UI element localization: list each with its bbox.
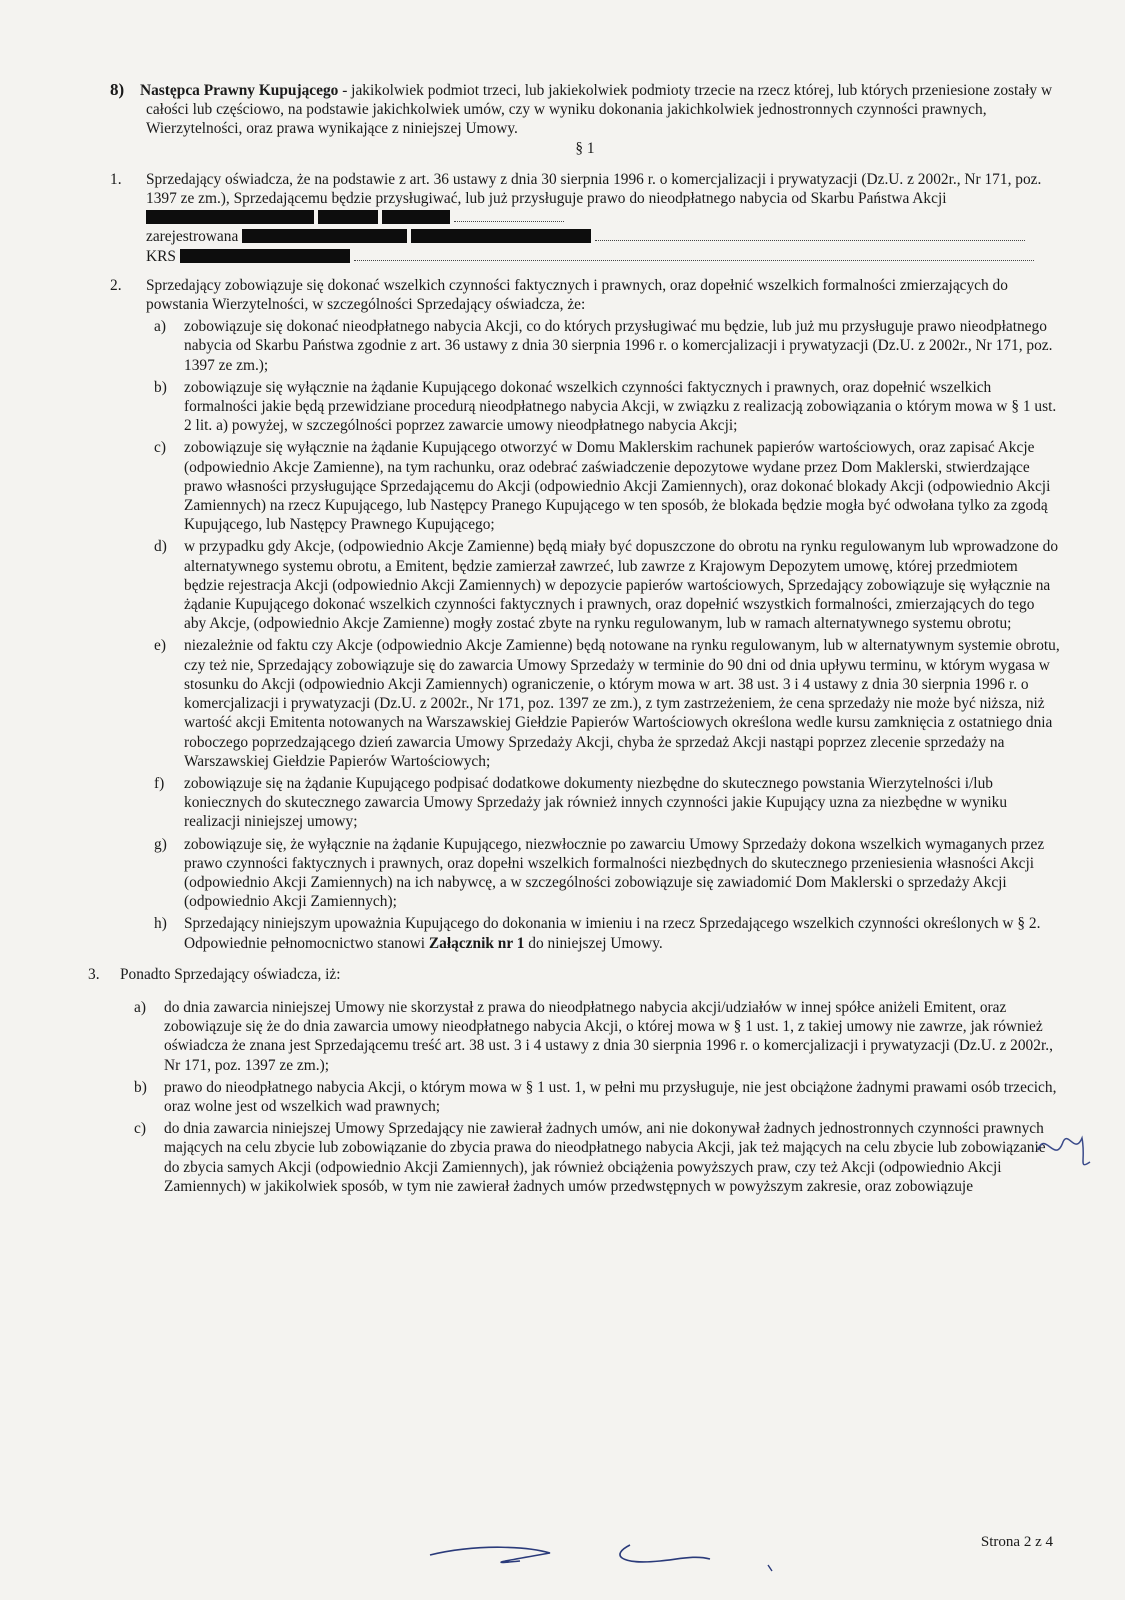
item-letter: f) — [154, 774, 165, 792]
point-2 — [110, 276, 1060, 953]
item-letter: c) — [154, 439, 166, 457]
item-text: niezależnie od faktu czy Akcje (odpowiednio Akcje Zamienne) będą notowane na rynku regulowanym, lub w alternatywnym systemie obrotu, czy też nie, Sprzedający zobowiązuje się do zawarcia Umowy Sprzedaży w terminie do 90 dni od dnia upływu terminu, w którym wygasa w stosunku do Akcji (odpowiednio Akcji Zamiennych) ograniczenie, o którym mowa w art. 38 ust. 3 i 4 ustawy z dnia 30 sierpnia 1996 r. o komercjalizacji i prywatyzacji (Dz.U. z 2002r., Nr 171, poz. 1397 ze zm.), z tym zastrzeżeniem, że cena sprzedaży nie może być niższa, niż wartość akcji Emitenta notowanych na Warszawskiej Giełdzie Papierów Wartościowych określona wedle kursu zamknięcia z ostatniego dnia roboczego poprzedzającego dzień zawarcia Umowy Sprzedaży Akcji, chyba że sprzedaż Akcji nastąpi poprzez zlecenie sprzedaży na Warszawskiej Giełdzie Papierów Wartościowych; — [184, 637, 1060, 770]
item-text: prawo do nieodpłatnego nabycia Akcji, o którym mowa w § 1 ust. 1, w pełni mu przysługuje, nie jest obciążone żadnymi prawami osób trzecich, oraz wolne jest od wszelkich wad prawnych; — [164, 1078, 1057, 1115]
item-text: Sprzedający niniejszym upoważnia Kupującego do dokonania w imieniu i na rzecz Sprzedającego wszelkich czynności określonych w § 2. Odpowiednie pełnomocnictwo stanowi — [184, 915, 1041, 952]
section-heading: § 1 — [575, 139, 595, 157]
item-letter: e) — [154, 637, 166, 655]
point-1-text: Sprzedający oświadcza, że na podstawie z art. 36 ustawy z dnia 30 sierpnia 1996 r. o komercjalizacji i prywatyzacji (Dz.U. z 2002r., Nr 171, poz. 1397 ze zm.), Sprzedającemu będzie przysługiwać, lub już przysługuje prawo do nieodpłatnego nabycia od Skarbu Państwa Akcji — [146, 170, 1042, 208]
item-letter: c) — [134, 1120, 146, 1138]
redaction-bar — [242, 229, 407, 243]
list-item — [146, 378, 1060, 436]
redaction-bar — [180, 249, 350, 263]
redaction-bar — [318, 210, 378, 224]
item-text: zobowiązuje się wyłącznie na żądanie Kupującego dokonać wszelkich czynności faktycznych i prawnych, oraz dopełnić wszelkich formalności jakie będą przewidziane procedurą nieodpłatnego nabycia Akcji, w związku z realizacją zobowiązania o którym mowa w § 1 ust. 2 lit. a) powyżej, w szczególności poprzez zawarcie umowy nieodpłatnego nabycia Akcji; — [184, 378, 1057, 435]
item-text: zobowiązuje się na żądanie Kupującego podpisać dodatkowe dokumenty niezbędne do skutecznego powstania Wierzytelności i/lub koniecznych do skutecznego zawarcia Umowy Sprzedaży jak również innych czynności jakie Kupujący uzna za niezbędne w wyniku realizacji niniejszej umowy; — [184, 774, 1008, 831]
item-text: zobowiązuje się dokonać nieodpłatnego nabycia Akcji, co do których przysługiwać mu będzie, lub już mu przysługuje prawo nieodpłatnego nabycia od Skarbu Państwa zgodnie z art. 36 ustawy z dnia 30 sierpnia 1996 r. o komercjalizacji i prywatyzacji (Dz.U. z 2002r., Nr 171, poz. 1397 ze zm.); — [184, 318, 1053, 374]
item-text: do dnia zawarcia niniejszej Umowy Sprzedający nie zawierał żadnych umów, ani nie dokonywał żadnych jednostronnych czynności prawnych mających na celu zbycie lub zobowiązanie do zbycia prawa do nieodpłatnego nabycia Akcji, jak też mających na celu zbycie lub zobowiązanie do zbycia samych Akcji (odpowiednio Akcji Zamiennych), jak również obciążenia powyższych praw, czy też Akcji (odpowiednio Akcji Zamiennych) w jakikolwiek sposób, w tym nie zawierał żadnych umów przedwstępnych w powyższym zakresie, oraz zobowiązuje — [164, 1120, 1046, 1195]
item-letter: a) — [154, 318, 166, 336]
item-letter: g) — [154, 835, 167, 853]
page-number: Strona 2 z 4 — [980, 1534, 1053, 1550]
document-body — [88, 80, 1060, 1196]
redaction-bar — [146, 210, 314, 224]
item-letter: d) — [154, 538, 167, 556]
dotted-line — [454, 209, 564, 222]
item-text: do dnia zawarcia niniejszej Umowy nie skorzystał z prawa do nieodpłatnego nabycia akcji/udziałów w innej spółce aniżeli Emitent, oraz zobowiązuje się że do dnia zawarcia umowy nieodpłatnego nabycia Akcji, o której mowa w § 1 ust. 1, z takiej umowy nie zawrze, jak również oświadcza że znana jest Sprzedającemu treść art. 38 ust. 3 i 4 ustawy z dnia 30 sierpnia 1996 r. o komercjalizacji i prywatyzacji (Dz.U. z 2002r., Nr 171, poz. 1397 ze zm.); — [164, 998, 1053, 1074]
list-item — [146, 636, 1060, 770]
initials-signature — [1030, 1120, 1100, 1180]
point-3 — [88, 965, 1060, 1196]
item-letter: a) — [134, 998, 146, 1016]
dotted-line — [595, 228, 1025, 241]
redaction-bar — [411, 229, 591, 243]
item-text: zobowiązuje się, że wyłącznie na żądanie Kupującego, niezwłocznie po zawarciu Umowy Sprzedaży dokona wszelkich wymaganych przez prawo czynności faktycznych i prawnych, oraz dopełni wszelkich formalności niezbędnych do skutecznego przeniesienia własności Akcji (odpowiednio Akcji Zamiennych) na ich nabywcę, a w szczególności zobowiązuje się zawiadomić Dom Maklerski o sprzedaży Akcji (odpowiednio Akcji Zamiennych); — [184, 835, 1045, 911]
definition-text: - jakikolwiek podmiot trzeci, lub jakiekolwiek podmioty trzecie na rzecz której, lub których przeniesione zostały w całości lub częściowo, na podstawie jakichkolwiek umów, czy w wyniku dokonania jakichkolwiek jednostronnych czynności prawnych, Wierzytelności, oraz prawa wynikające z niniejszej Umowy. — [146, 82, 1053, 138]
list-item — [146, 317, 1060, 375]
defined-term: Następca Prawny Kupującego — [140, 82, 339, 99]
list-item — [146, 438, 1060, 534]
signature-scribble — [420, 1525, 820, 1585]
point-number: 3. — [88, 965, 100, 983]
point-number: 2. — [110, 276, 122, 294]
definition-paragraph — [110, 80, 1060, 139]
redaction-bar — [382, 210, 450, 224]
item-text: zobowiązuje się wyłącznie na żądanie Kupującego otworzyć w Domu Maklerskim rachunek papierów wartościowych, oraz zapisać Akcje (odpowiednio Akcje Zamienne), na tym rachunku, oraz odebrać zaświadczenie depozytowe wydane przez Dom Maklerski, stwierdzające prawo własności przysługujące Sprzedającemu do Akcji (odpowiednio Akcji Zamiennych), oraz dokonać blokady Akcji (odpowiednio Akcji Zamiennych) na rzecz Kupującego, lub Następcy Pranego Kupującego w ten sposób, że blokada będzie mogła być odwołana tylko za zgodą Kupującego, lub Następcy Prawnego Kupującego; — [184, 439, 1051, 534]
list-item — [126, 998, 1060, 1075]
definition-number: 8) — [110, 80, 125, 99]
point-1 — [110, 170, 1060, 266]
list-item — [126, 1078, 1060, 1116]
item-letter: h) — [154, 915, 167, 933]
item-text: w przypadku gdy Akcje, (odpowiednio Akcje Zamienne) będą miały być dopuszczone do obrotu na rynku regulowanym lub wprowadzone do alternatywnego systemu obrotu, a Emitent, będzie zamierzał zawrzeć, lub zawrze z Krajowym Depozytem umowę, której przedmiotem będzie rejestracja Akcji (odpowiednio Akcji Zamiennych) w depozycie papierów wartościowych, Sprzedający zobowiązuje się wyłącznie na żądanie Kupującego dokonać wszelkich czynności faktycznych i prawnych, oraz dopełnić wszystkich formalności, zmierzających do tego aby Akcje, (odpowiednio Akcje Zamienne) mogły zostać zbyte na rynku regulowanym, lub w ramach alternatywnego systemu obrotu; — [184, 538, 1059, 633]
list-item — [126, 1119, 1060, 1196]
point-number: 1. — [110, 170, 122, 188]
list-item — [146, 914, 1060, 952]
item-letter: b) — [134, 1078, 147, 1096]
item-text-end: do niniejszej Umowy. — [524, 934, 663, 952]
item-letter: b) — [154, 378, 167, 396]
list-item — [146, 774, 1060, 832]
point-2-intro: Sprzedający zobowiązuje się dokonać wszelkich czynności faktycznych i prawnych, oraz dopełnić wszelkich formalności zmierzających do powstania Wierzytelności, w szczególności Sprzedający oświadcza, że: — [146, 276, 1008, 314]
point-3-intro: Ponadto Sprzedający oświadcza, iż: — [120, 965, 341, 983]
attachment-reference: Załącznik nr 1 — [428, 934, 525, 952]
krs-label: KRS — [146, 247, 176, 265]
dotted-line — [354, 248, 1034, 261]
list-item — [146, 537, 1060, 633]
registered-label: zarejestrowana — [146, 228, 239, 246]
list-item — [146, 835, 1060, 912]
